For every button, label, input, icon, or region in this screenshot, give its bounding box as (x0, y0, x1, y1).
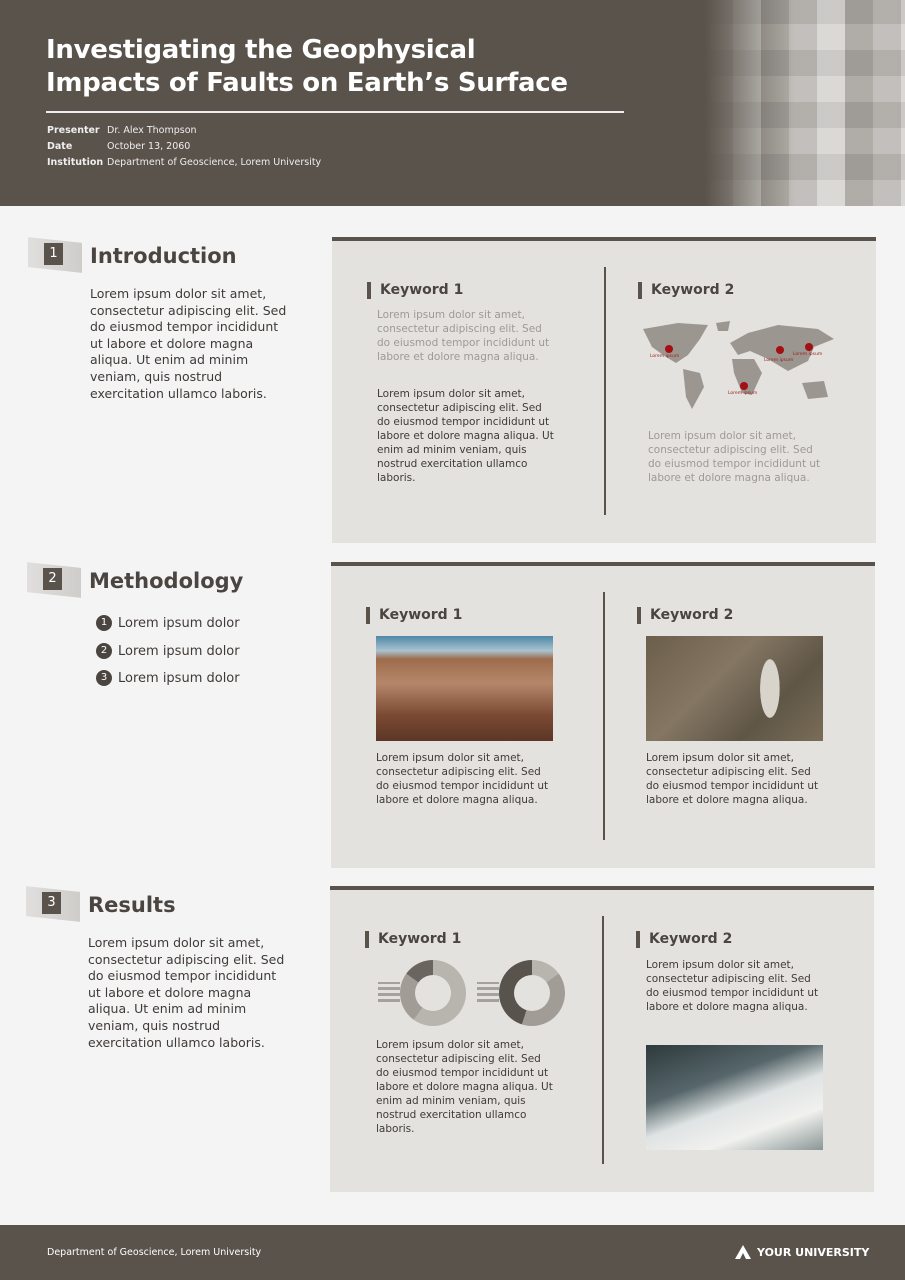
section-text: Lorem ipsum dolor sit amet, consectetur adipiscing elit. Sed do eiusmod tempor incididunt ut labore et dolore magna aliqua. Ut enim ad minim veniam, quis nostrud exercitation ullamco laboris. (88, 935, 285, 1050)
map-label: Lorem ipsum (728, 391, 758, 396)
section-number-badge: 2 (27, 565, 81, 595)
meta-date: Date October 13, 2060 (47, 141, 191, 152)
list-item: 3 Lorem ipsum dolor (96, 670, 240, 686)
section-title: Methodology (89, 569, 244, 593)
keyword-text: Lorem ipsum dolor sit amet, consectetur adipiscing elit. Sed do eiusmod tempor incididunt ut labore et dolore magna aliqua. (376, 752, 549, 806)
intro-panel (332, 237, 876, 543)
meta-presenter: Presenter Dr. Alex Thompson (47, 125, 197, 136)
section-number-badge: 1 (28, 240, 82, 270)
footer (0, 1225, 905, 1280)
keyword-heading: Keyword 2 (638, 282, 734, 299)
world-map-shape (638, 317, 838, 417)
keyword-heading: Keyword 1 (365, 931, 461, 948)
map-label: Lorem ipsum (764, 358, 794, 363)
world-map (638, 317, 838, 417)
section-text: Lorem ipsum dolor sit amet, consectetur adipiscing elit. Sed do eiusmod tempor incididunt ut labore et dolore magna aliqua. Ut enim ad minim veniam, quis nostrud exercitation ullamco laboris. (90, 286, 287, 401)
keyword-text: Lorem ipsum dolor sit amet, consectetur adipiscing elit. Sed do eiusmod tempor incididunt ut labore et dolore magna aliqua. Ut enim ad minim veniam, quis nostrud exercitation ullamco laboris. (377, 388, 554, 484)
meta-institution: Institution Department of Geoscience, Lorem University (47, 157, 322, 168)
section-title: Introduction (90, 244, 237, 268)
university-logo (734, 1244, 869, 1260)
desert-landscape-image (376, 636, 553, 741)
column-divider (603, 592, 605, 840)
keyword-heading: Keyword 2 (637, 607, 733, 624)
keyword-text-muted: Lorem ipsum dolor sit amet, consectetur adipiscing elit. Sed do eiusmod tempor incididunt ut labore et dolore magna aliqua. (648, 430, 821, 484)
donut-chart (400, 960, 466, 1026)
footer-institution: Department of Geoscience, Lorem University (47, 1247, 262, 1258)
geometric-pattern (705, 0, 905, 206)
list-item: 2 Lorem ipsum dolor (96, 643, 240, 659)
methodology-panel (331, 562, 875, 868)
title-divider (46, 111, 624, 113)
logo-text: YOUR UNIVERSITY (757, 1245, 870, 1259)
keyword-heading: Keyword 1 (366, 607, 462, 624)
donut-legend (378, 982, 400, 1002)
logo-triangle-icon (734, 1244, 752, 1260)
donut-legend (477, 982, 499, 1002)
poster-title (46, 34, 568, 100)
documents-laptop-image (646, 1045, 823, 1150)
keyword-text: Lorem ipsum dolor sit amet, consectetur adipiscing elit. Sed do eiusmod tempor incididunt ut labore et dolore magna aliqua. (646, 752, 819, 806)
keyword-text: Lorem ipsum dolor sit amet, consectetur adipiscing elit. Sed do eiusmod tempor incididunt ut labore et dolore magna aliqua. (646, 959, 819, 1013)
results-panel (330, 886, 874, 1192)
keyword-heading: Keyword 2 (636, 931, 732, 948)
header (0, 0, 905, 206)
title-line: Investigating the Geophysical (46, 35, 476, 65)
column-divider (602, 916, 604, 1164)
map-label: Lorem ipsum (650, 354, 680, 359)
title-line: Impacts of Faults on Earth’s Surface (46, 68, 568, 98)
section-number-badge: 3 (26, 889, 80, 919)
donut-chart (499, 960, 565, 1026)
keyword-text: Lorem ipsum dolor sit amet, consectetur adipiscing elit. Sed do eiusmod tempor incididunt ut labore et dolore magna aliqua. Ut enim ad minim veniam, quis nostrud exercitation ullamco laboris. (376, 1039, 553, 1135)
keyword-heading: Keyword 1 (367, 282, 463, 299)
section-title: Results (88, 893, 176, 917)
rock-image (646, 636, 823, 741)
keyword-text-muted: Lorem ipsum dolor sit amet, consectetur adipiscing elit. Sed do eiusmod tempor incididunt ut labore et dolore magna aliqua. (377, 309, 550, 363)
map-label: Lorem ipsum (793, 352, 823, 357)
column-divider (604, 267, 606, 515)
list-item: 1 Lorem ipsum dolor (96, 615, 240, 631)
